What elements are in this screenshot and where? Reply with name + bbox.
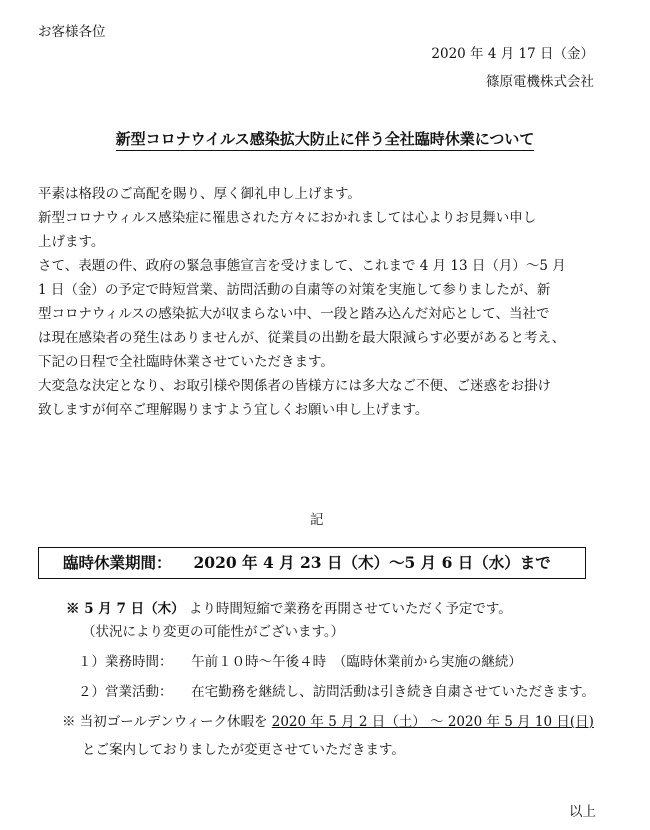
body-line: 1 日（金）の予定で時短営業、訪問活動の自粛等の対策を実施して参りましたが、新 — [38, 282, 551, 298]
business-hours-item — [78, 651, 522, 673]
body-line: 上げます。 — [38, 234, 105, 250]
addressee: お客様各位 — [38, 24, 106, 40]
note-resume-date: ※ 5 月 7 日（木） — [66, 601, 185, 617]
note-golden-week-line2: とご案内しておりましたが変更させていただきます。 — [82, 742, 405, 758]
note-resume — [66, 598, 512, 620]
body-line: 致しますが何卒ご理解賜りますよう宜しくお願い申し上げます。 — [38, 402, 429, 418]
closure-period-value: 2020 年 4 月 23 日（木）～5 月 6 日（水）まで — [193, 553, 551, 572]
note-resume-text: より時間短縮で業務を再開させていただく予定です。 — [188, 601, 512, 617]
business-hours-value: 午前１０時～午後４時 （臨時休業前から実施の継続） — [191, 654, 522, 670]
note-resume-sub: （状況により変更の可能性がございます。） — [82, 624, 345, 640]
document-title — [0, 128, 650, 149]
body-line: は現在感染者の発生はありませんが、従業員の出勤を最大限減らす必要があると考え、 — [38, 330, 566, 346]
note-golden-week-dates: 2020 年 5 月 2 日（土） ～ 2020 年 5 月 10 日(日) — [271, 714, 594, 730]
body-text — [38, 182, 613, 422]
document-title-text: 新型コロナウイルス感染拡大防止に伴う全社臨時休業について — [116, 130, 535, 151]
sales-activity-label: ２）営業活動： — [78, 684, 173, 700]
company-name: 篠原電機株式会社 — [486, 74, 594, 90]
body-line: 新型コロナウィルス感染症に罹患された方々におかれましては心よりお見舞い申し — [38, 210, 537, 226]
closing-ijou: 以上 — [569, 804, 596, 820]
note-golden-week — [62, 711, 594, 733]
business-hours-label: １）業務時間： — [78, 654, 173, 670]
body-line: 大変急な決定となり、お取引様や関係者の皆様方には多大なご不便、ご迷惑をお掛け — [38, 378, 551, 394]
body-line: 型コロナウィルスの感染拡大が収まらない中、一段と踏み込んだ対応として、当社で — [38, 306, 550, 322]
closure-period-box — [38, 547, 586, 579]
ki-marker: 記 — [310, 512, 324, 528]
closure-period-label: 臨時休業期間： — [63, 553, 172, 572]
body-line: 平素は格段のご高配を賜り、厚く御礼申し上げます。 — [38, 186, 361, 202]
sales-activity-value: 在宅勤務を継続し、訪問活動は引き続き自粛させていただきます。 — [191, 684, 596, 700]
sales-activity-item — [78, 681, 595, 703]
body-line: 下記の日程で全社臨時休業させていただきます。 — [38, 354, 334, 370]
document-date: 2020 年 4 月 17 日（金） — [431, 46, 594, 62]
body-line: さて、表題の件、政府の緊急事態宣言を受けまして、これまで 4 月 13 日（月）～5 月 — [38, 258, 566, 274]
note-golden-week-prefix: ※ 当初ゴールデンウィーク休暇を — [62, 714, 268, 730]
